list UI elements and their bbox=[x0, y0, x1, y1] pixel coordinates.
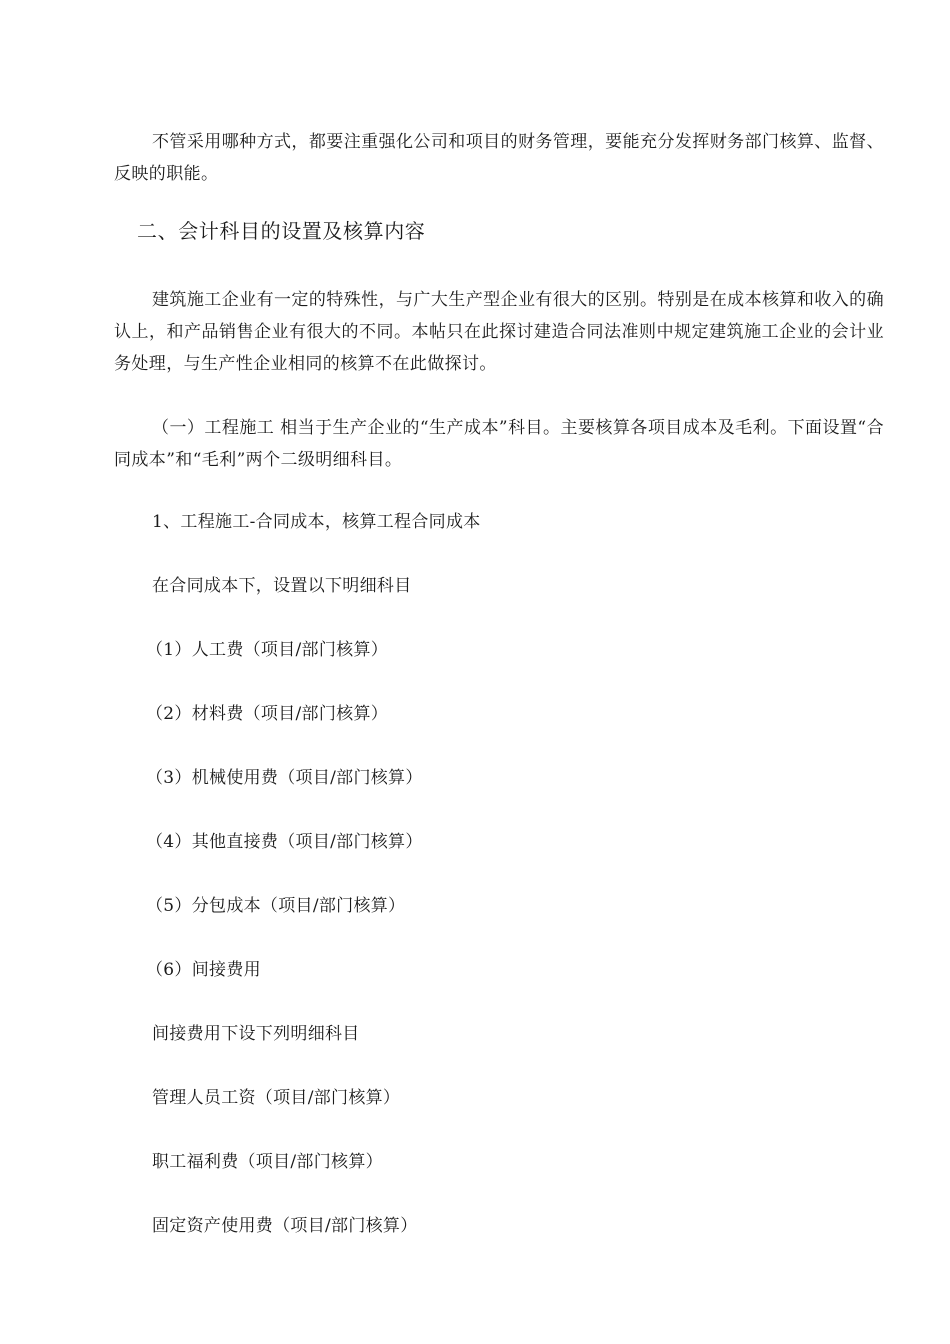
list-item-indirect-cost: （6）间接费用 bbox=[146, 960, 261, 980]
paragraph-construction-specialty: 建筑施工企业有一定的特殊性，与广大生产型企业有很大的区别。特别是在成本核算和收入的确认上，和产品销售企业有很大的不同。本帖只在此探讨建造合同法准则中规定建筑施工企业的会计业务处理，与生产性企业相同的核算不在此做探讨。 bbox=[114, 290, 884, 374]
list-item-other-direct-cost: （4）其他直接费（项目/部门核算） bbox=[146, 832, 423, 852]
list-item-employee-welfare: 职工福利费（项目/部门核算） bbox=[152, 1152, 383, 1172]
list-item-machinery-cost: （3）机械使用费（项目/部门核算） bbox=[146, 768, 423, 788]
list-item-contract-cost: 1、工程施工-合同成本，核算工程合同成本 bbox=[152, 512, 481, 532]
list-item-fixed-asset-usage: 固定资产使用费（项目/部门核算） bbox=[152, 1216, 418, 1236]
list-item-management-salary: 管理人员工资（项目/部门核算） bbox=[152, 1088, 401, 1108]
section-heading-accounts: 二、会计科目的设置及核算内容 bbox=[137, 219, 426, 243]
list-item-subaccounts-intro: 在合同成本下，设置以下明细科目 bbox=[152, 576, 412, 596]
list-item-labor-cost: （1）人工费（项目/部门核算） bbox=[146, 640, 389, 660]
list-item-subcontract-cost: （5）分包成本（项目/部门核算） bbox=[146, 896, 406, 916]
list-item-indirect-subaccounts: 间接费用下设下列明细科目 bbox=[152, 1024, 360, 1044]
list-item-material-cost: （2）材料费（项目/部门核算） bbox=[146, 704, 389, 724]
paragraph-financial-management: 不管采用哪种方式，都要注重强化公司和项目的财务管理，要能充分发挥财务部门核算、监督、反映的职能。 bbox=[114, 132, 884, 184]
paragraph-engineering-construction: （一）工程施工 相当于生产企业的“生产成本”科目。主要核算各项目成本及毛利。下面设置“合同成本”和“毛利”两个二级明细科目。 bbox=[114, 418, 884, 470]
